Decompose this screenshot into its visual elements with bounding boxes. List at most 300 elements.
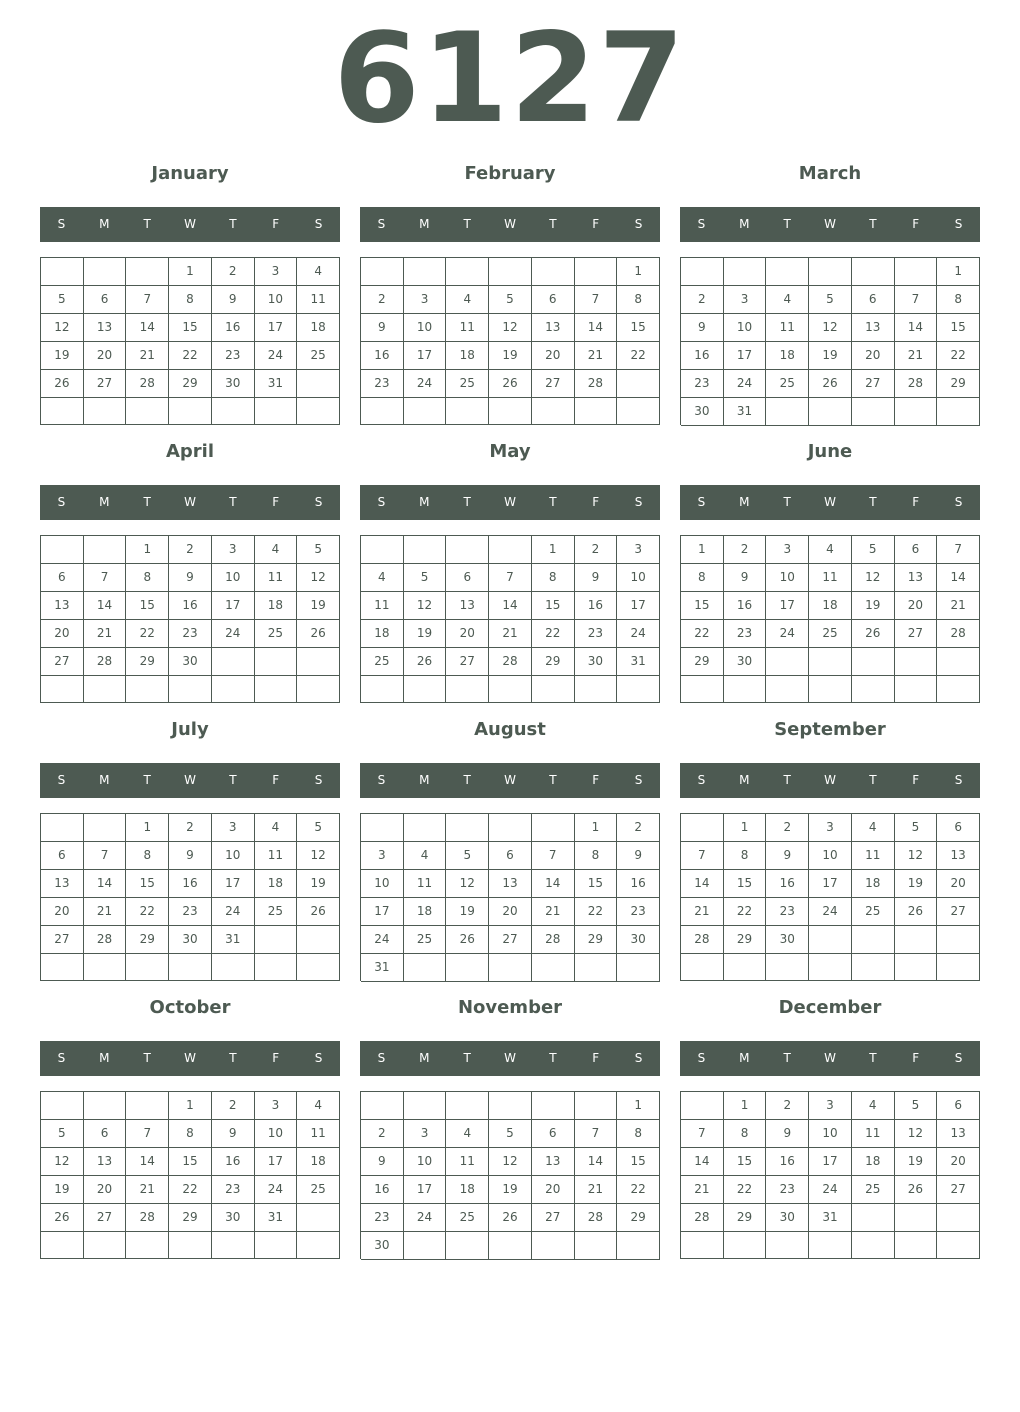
day-cell: 11 [404,870,447,898]
day-cell: 26 [489,370,532,398]
day-cell: 16 [361,1176,404,1204]
day-cell: 27 [532,370,575,398]
day-cell: 2 [212,258,255,286]
day-cell: 25 [852,1176,895,1204]
day-cell: 14 [937,564,980,592]
day-cell: 1 [937,258,980,286]
day-cell: 9 [212,286,255,314]
day-cell: 8 [169,286,212,314]
day-cell: 30 [724,648,767,676]
empty-day-cell [895,676,938,703]
day-cell: 6 [937,1092,980,1120]
empty-day-cell [681,258,724,286]
day-cell: 2 [361,1120,404,1148]
weekday-label: M [419,1051,430,1065]
day-cell: 29 [617,1204,660,1232]
empty-day-cell [766,676,809,703]
day-cell: 9 [681,314,724,342]
day-cell: 13 [895,564,938,592]
weekday-label: M [99,773,110,787]
day-cell: 14 [84,592,127,620]
empty-day-cell [852,954,895,981]
day-cell: 20 [937,1148,980,1176]
day-cell: 23 [617,898,660,926]
day-cell: 28 [532,926,575,954]
day-cell: 27 [852,370,895,398]
empty-day-cell [84,676,127,703]
weekday-label: M [419,495,430,509]
day-grid [680,535,980,703]
day-cell: 12 [895,842,938,870]
day-cell: 28 [489,648,532,676]
weekday-label: T [783,217,791,231]
day-cell: 11 [446,1148,489,1176]
day-cell: 2 [681,286,724,314]
weekday-label: W [824,217,836,231]
day-cell: 7 [575,286,618,314]
day-cell: 19 [41,342,84,370]
day-cell: 23 [766,898,809,926]
empty-day-cell [212,954,255,981]
day-cell: 20 [41,898,84,926]
day-cell: 26 [895,1176,938,1204]
day-cell: 15 [724,870,767,898]
day-cell: 22 [681,620,724,648]
weekday-label: T [869,1051,877,1065]
day-cell: 24 [724,370,767,398]
day-cell: 27 [489,926,532,954]
day-cell: 19 [297,870,340,898]
day-cell: 1 [617,258,660,286]
day-cell: 24 [212,898,255,926]
day-cell: 29 [126,648,169,676]
empty-day-cell [895,258,938,286]
day-cell: 25 [809,620,852,648]
day-cell: 21 [937,592,980,620]
day-cell: 11 [766,314,809,342]
day-cell: 31 [255,370,298,398]
empty-day-cell [575,1092,618,1120]
day-cell: 9 [724,564,767,592]
day-cell: 22 [617,342,660,370]
day-cell: 8 [126,842,169,870]
day-cell: 7 [575,1120,618,1148]
day-cell: 8 [681,564,724,592]
day-grid [360,257,660,425]
weekday-label: T [229,495,237,509]
empty-day-cell [404,676,447,703]
weekday-label: T [229,1051,237,1065]
day-cell: 26 [41,1204,84,1232]
day-cell: 17 [212,870,255,898]
month-name: January [151,163,229,184]
day-cell: 5 [446,842,489,870]
day-cell: 8 [575,842,618,870]
weekday-label: T [549,1051,557,1065]
day-cell: 11 [809,564,852,592]
empty-day-cell [852,398,895,426]
day-cell: 12 [895,1120,938,1148]
day-cell: 7 [126,286,169,314]
day-cell: 17 [255,314,298,342]
day-cell: 19 [404,620,447,648]
weekday-label: T [143,1051,151,1065]
day-cell: 14 [84,870,127,898]
weekday-label: S [954,773,963,787]
day-cell: 30 [575,648,618,676]
day-cell: 18 [297,314,340,342]
day-cell: 21 [681,898,724,926]
empty-day-cell [446,536,489,564]
weekday-label: T [463,495,471,509]
empty-day-cell [617,1232,660,1260]
day-cell: 3 [255,258,298,286]
weekday-label: S [314,495,323,509]
empty-day-cell [126,1092,169,1120]
day-cell: 20 [84,342,127,370]
day-cell: 27 [41,926,84,954]
day-cell: 20 [532,342,575,370]
weekday-label: F [592,495,600,509]
weekday-label: T [869,217,877,231]
day-cell: 8 [724,842,767,870]
day-cell: 21 [126,342,169,370]
day-cell: 10 [212,564,255,592]
weekday-label: T [783,1051,791,1065]
empty-day-cell [809,398,852,426]
weekday-header [40,485,340,520]
day-grid [680,813,980,981]
day-cell: 16 [212,314,255,342]
day-cell: 15 [681,592,724,620]
weekday-header [360,207,660,242]
day-cell: 1 [724,814,767,842]
day-cell: 22 [169,1176,212,1204]
weekday-label: S [57,217,66,231]
day-cell: 4 [255,814,298,842]
day-cell: 10 [766,564,809,592]
day-cell: 6 [532,1120,575,1148]
day-cell: 4 [446,1120,489,1148]
day-cell: 30 [617,926,660,954]
month-name: September [774,719,886,740]
weekday-label: M [739,773,750,787]
empty-day-cell [84,1232,127,1259]
day-cell: 4 [766,286,809,314]
day-cell: 10 [255,1120,298,1148]
weekday-header [360,485,660,520]
weekday-label: F [272,773,280,787]
weekday-label: S [697,217,706,231]
empty-day-cell [575,954,618,982]
day-cell: 16 [766,1148,809,1176]
day-cell: 19 [489,342,532,370]
empty-day-cell [617,398,660,425]
day-cell: 9 [169,842,212,870]
day-cell: 29 [681,648,724,676]
day-cell: 23 [766,1176,809,1204]
weekday-label: F [592,1051,600,1065]
day-cell: 30 [681,398,724,426]
day-cell: 22 [169,342,212,370]
day-cell: 12 [41,314,84,342]
day-cell: 14 [895,314,938,342]
weekday-label: W [824,1051,836,1065]
day-cell: 25 [361,648,404,676]
weekday-label: M [99,217,110,231]
day-cell: 28 [126,370,169,398]
day-grid [40,1091,340,1259]
day-cell: 20 [446,620,489,648]
weekday-label: S [377,1051,386,1065]
weekday-label: F [592,773,600,787]
day-cell: 6 [84,286,127,314]
day-cell: 25 [297,342,340,370]
empty-day-cell [126,258,169,286]
day-cell: 2 [766,814,809,842]
day-cell: 9 [169,564,212,592]
empty-day-cell [532,398,575,425]
day-cell: 2 [361,286,404,314]
day-cell: 23 [212,1176,255,1204]
day-cell: 26 [895,898,938,926]
weekday-label: T [463,217,471,231]
day-cell: 1 [575,814,618,842]
day-cell: 28 [575,370,618,398]
day-cell: 5 [41,286,84,314]
day-cell: 25 [446,1204,489,1232]
day-cell: 3 [255,1092,298,1120]
day-cell: 19 [895,870,938,898]
day-cell: 24 [809,1176,852,1204]
day-cell: 14 [681,870,724,898]
day-cell: 19 [895,1148,938,1176]
empty-day-cell [895,1232,938,1259]
month-name: December [778,997,882,1018]
day-cell: 17 [617,592,660,620]
day-cell: 22 [617,1176,660,1204]
empty-day-cell [681,814,724,842]
day-cell: 16 [681,342,724,370]
day-cell: 15 [126,592,169,620]
day-cell: 5 [297,814,340,842]
empty-day-cell [532,814,575,842]
day-cell: 29 [169,1204,212,1232]
weekday-label: W [184,495,196,509]
day-cell: 26 [41,370,84,398]
day-cell: 8 [617,1120,660,1148]
empty-day-cell [41,814,84,842]
empty-day-cell [361,536,404,564]
day-cell: 31 [724,398,767,426]
day-cell: 18 [852,870,895,898]
day-cell: 9 [361,314,404,342]
day-cell: 10 [617,564,660,592]
day-cell: 24 [255,342,298,370]
weekday-label: S [57,1051,66,1065]
weekday-label: T [549,495,557,509]
weekday-label: M [99,1051,110,1065]
day-cell: 6 [41,564,84,592]
day-cell: 13 [446,592,489,620]
day-cell: 25 [766,370,809,398]
weekday-label: T [463,1051,471,1065]
day-cell: 30 [766,1204,809,1232]
empty-day-cell [575,676,618,703]
empty-day-cell [852,926,895,954]
empty-day-cell [489,676,532,703]
day-cell: 23 [169,898,212,926]
empty-day-cell [404,258,447,286]
weekday-label: T [549,773,557,787]
empty-day-cell [361,814,404,842]
day-cell: 23 [361,370,404,398]
day-cell: 2 [212,1092,255,1120]
weekday-label: T [463,773,471,787]
day-cell: 26 [489,1204,532,1232]
day-cell: 12 [297,842,340,870]
day-cell: 21 [84,620,127,648]
empty-day-cell [84,1092,127,1120]
day-cell: 17 [212,592,255,620]
day-cell: 16 [169,592,212,620]
day-cell: 5 [895,814,938,842]
day-cell: 28 [575,1204,618,1232]
day-cell: 11 [446,314,489,342]
day-cell: 21 [84,898,127,926]
empty-day-cell [361,258,404,286]
day-cell: 18 [766,342,809,370]
weekday-label: S [377,495,386,509]
day-cell: 26 [852,620,895,648]
empty-day-cell [852,1204,895,1232]
day-cell: 4 [852,1092,895,1120]
empty-day-cell [404,1232,447,1260]
weekday-label: T [783,495,791,509]
empty-day-cell [126,398,169,425]
empty-day-cell [724,1232,767,1259]
day-cell: 1 [724,1092,767,1120]
day-cell: 25 [297,1176,340,1204]
weekday-label: W [504,217,516,231]
empty-day-cell [937,954,980,981]
weekday-label: W [824,495,836,509]
weekday-label: W [504,495,516,509]
weekday-label: S [314,217,323,231]
day-cell: 18 [361,620,404,648]
day-cell: 4 [255,536,298,564]
empty-day-cell [489,1092,532,1120]
day-cell: 7 [126,1120,169,1148]
empty-day-cell [297,954,340,981]
day-cell: 13 [937,842,980,870]
day-cell: 4 [404,842,447,870]
day-cell: 1 [681,536,724,564]
day-cell: 16 [724,592,767,620]
day-cell: 24 [212,620,255,648]
day-cell: 20 [937,870,980,898]
weekday-label: M [419,773,430,787]
day-cell: 13 [532,314,575,342]
day-cell: 22 [126,620,169,648]
empty-day-cell [126,676,169,703]
day-cell: 13 [489,870,532,898]
empty-day-cell [532,258,575,286]
day-cell: 14 [532,870,575,898]
day-cell: 8 [937,286,980,314]
day-grid [40,535,340,703]
day-cell: 19 [809,342,852,370]
day-cell: 5 [489,1120,532,1148]
empty-day-cell [532,676,575,703]
empty-day-cell [255,926,298,954]
day-cell: 28 [895,370,938,398]
empty-day-cell [41,676,84,703]
day-cell: 7 [895,286,938,314]
day-cell: 23 [724,620,767,648]
day-cell: 17 [404,1176,447,1204]
day-cell: 17 [809,1148,852,1176]
empty-day-cell [852,676,895,703]
day-cell: 30 [212,1204,255,1232]
day-cell: 27 [532,1204,575,1232]
day-cell: 28 [84,648,127,676]
day-cell: 7 [937,536,980,564]
day-cell: 18 [446,342,489,370]
empty-day-cell [895,954,938,981]
day-grid [680,257,980,425]
weekday-label: S [634,1051,643,1065]
month-name: October [149,997,231,1018]
weekday-header [40,763,340,798]
weekday-label: M [739,495,750,509]
day-cell: 22 [575,898,618,926]
day-cell: 30 [361,1232,404,1260]
weekday-label: S [634,217,643,231]
day-cell: 6 [937,814,980,842]
day-cell: 17 [361,898,404,926]
empty-day-cell [297,370,340,398]
day-cell: 7 [532,842,575,870]
day-cell: 12 [489,1148,532,1176]
empty-day-cell [255,954,298,981]
weekday-label: T [869,495,877,509]
day-cell: 5 [297,536,340,564]
weekday-label: T [869,773,877,787]
day-cell: 14 [575,1148,618,1176]
day-cell: 5 [809,286,852,314]
day-cell: 14 [489,592,532,620]
day-cell: 19 [446,898,489,926]
day-cell: 11 [255,842,298,870]
day-cell: 20 [84,1176,127,1204]
empty-day-cell [446,1232,489,1260]
day-cell: 21 [681,1176,724,1204]
day-cell: 9 [361,1148,404,1176]
weekday-label: W [504,773,516,787]
day-cell: 23 [361,1204,404,1232]
month-name: August [474,719,546,740]
day-cell: 7 [84,842,127,870]
empty-day-cell [681,954,724,981]
day-cell: 13 [41,870,84,898]
day-cell: 1 [126,814,169,842]
weekday-label: F [912,1051,920,1065]
weekday-label: S [697,773,706,787]
empty-day-cell [41,398,84,425]
empty-day-cell [255,1232,298,1259]
day-cell: 20 [41,620,84,648]
